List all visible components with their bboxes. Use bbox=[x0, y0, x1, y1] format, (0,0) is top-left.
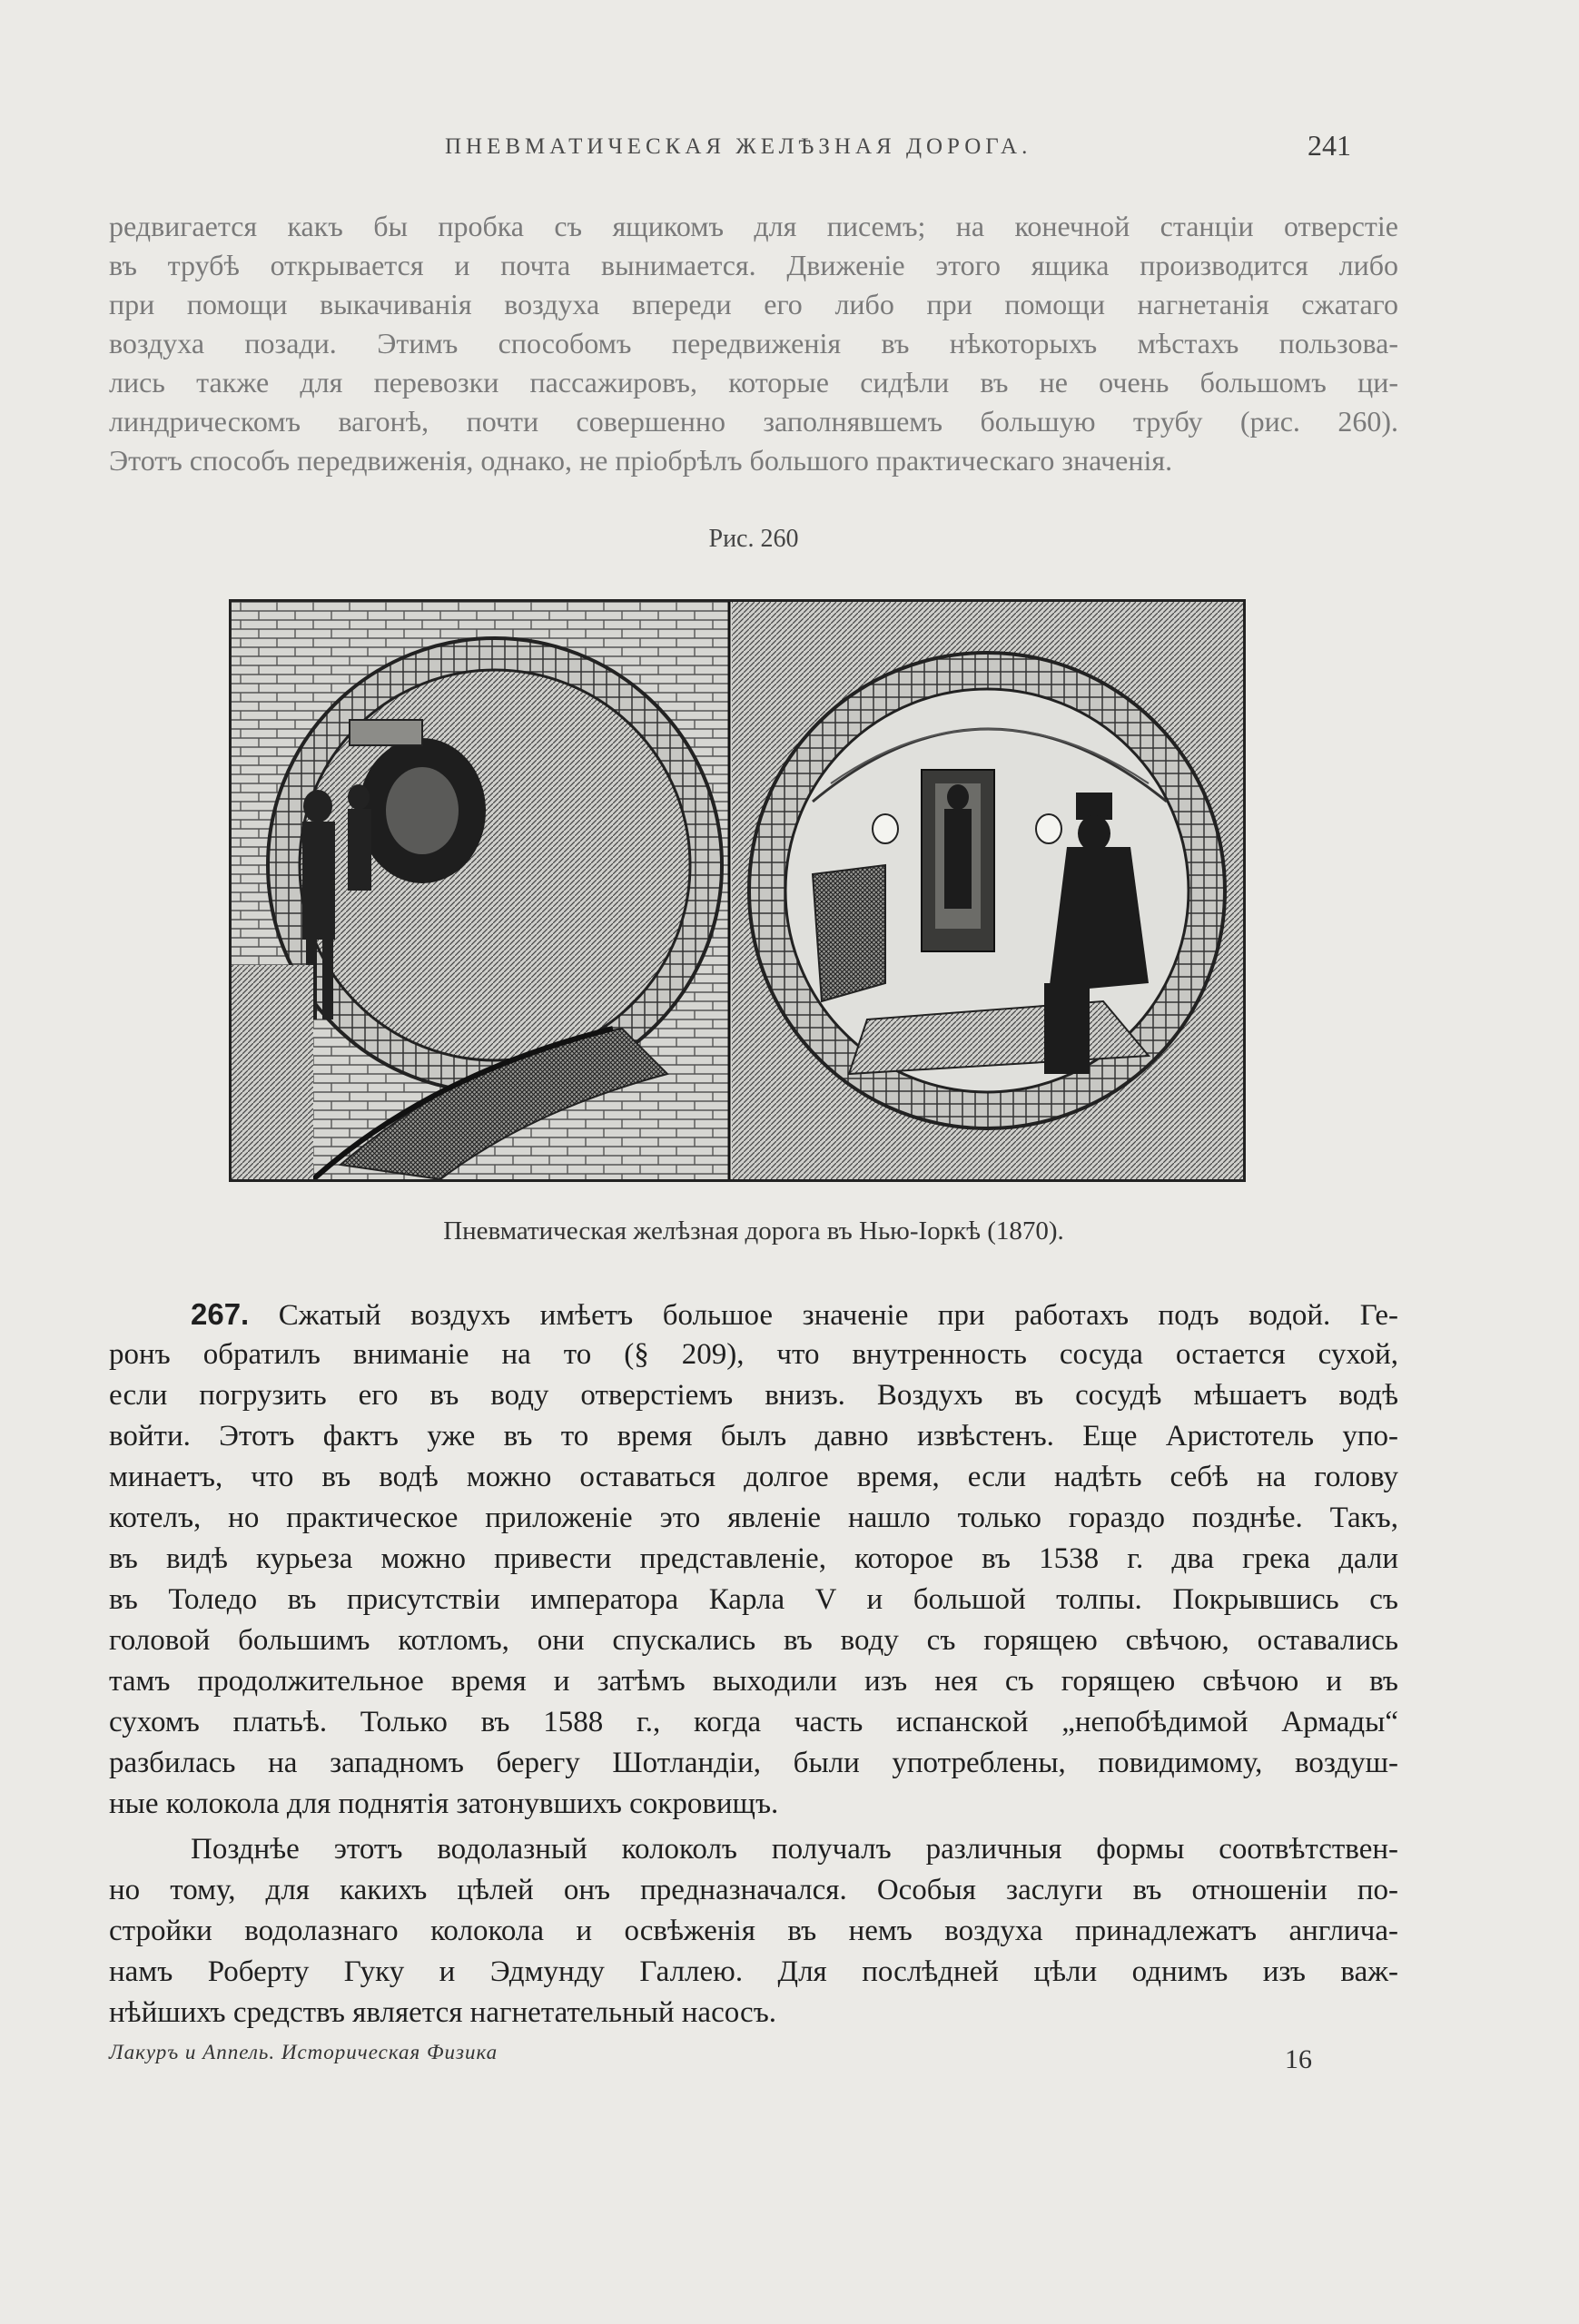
text-line: разбилась на западномъ берегу Шотландіи, были употреблены, повидимому, воздуш- bbox=[109, 1747, 1398, 1779]
text-line: минаетъ, что въ водѣ можно оставаться долгое время, если надѣть себѣ на голову bbox=[109, 1461, 1398, 1493]
page-number: 241 bbox=[1308, 129, 1351, 162]
figure-engraving bbox=[229, 599, 1246, 1182]
figure-caption: Пневматическая желѣзная дорога въ Нью-Іоркѣ (1870). bbox=[443, 1216, 1064, 1246]
tunnel-scene bbox=[232, 602, 729, 1179]
text-line: ные колокола для поднятія затонувшихъ сокровищъ. bbox=[109, 1787, 779, 1820]
text-line: котелъ, но практическое приложеніе это явленіе нашло только гораздо позднѣе. Такъ, bbox=[109, 1502, 1398, 1534]
text-line: воздуха позади. Этимъ способомъ передвиженія въ нѣкоторыхъ мѣстахъ пользова- bbox=[109, 327, 1398, 359]
text-line: но тому, для какихъ цѣлей онъ предназначался. Особыя заслуги въ отношеніи по- bbox=[109, 1874, 1398, 1906]
text-line bbox=[109, 1294, 1398, 1334]
text-line: линдрическомъ вагонѣ, почти совершенно заполнявшемъ большую трубу (рис. 260). bbox=[109, 405, 1398, 438]
text-line: Этотъ способъ передвиженія, однако, не пріобрѣлъ большого практическаго значенія. bbox=[109, 444, 1173, 477]
section-267 bbox=[109, 1294, 1398, 2034]
text-line: ронъ обратилъ вниманіе на то (§ 209), что внутренность сосуда остается сухой, bbox=[109, 1338, 1398, 1371]
text-line: сухомъ платьѣ. Только въ 1588 г., когда часть испанской „непобѣдимой Армады“ bbox=[109, 1706, 1398, 1738]
text-line: стройки водолазнаго колокола и освѣженія въ немъ воздуха принадлежатъ англича- bbox=[109, 1915, 1398, 1947]
text-line: если погрузить его въ воду отверстіемъ внизъ. Воздухъ въ сосудѣ мѣшаетъ водѣ bbox=[109, 1379, 1398, 1412]
text-line: при помощи выкачиванія воздуха впереди его либо при помощи нагнетанія сжатаго bbox=[109, 288, 1398, 320]
text-line: редвигается какъ бы пробка съ ящикомъ для писемъ; на конечной станціи отверстіе bbox=[109, 210, 1398, 242]
first-line-text: Сжатый воздухъ имѣетъ большое значеніе при работахъ подъ водой. Ге- bbox=[278, 1299, 1398, 1332]
text-line: нѣйшихъ средствъ является нагнетательный насосъ. bbox=[109, 1996, 777, 2029]
text-line: головой большимъ котломъ, они спускались въ воду съ горящею свѣчою, оставались bbox=[109, 1624, 1398, 1657]
running-title: ПНЕВМАТИЧЕСКАЯ ЖЕЛѢЗНАЯ ДОРОГА. bbox=[445, 134, 1032, 159]
text-line: въ видѣ курьеза можно привести представленіе, которое въ 1538 г. два грека дали bbox=[109, 1542, 1398, 1575]
footer-book-title: Лакуръ и Аппель. Историческая Физика bbox=[109, 2041, 498, 2063]
section-number: 267. bbox=[191, 1297, 250, 1331]
engraving-illustration bbox=[232, 602, 1243, 1179]
running-head bbox=[0, 129, 1579, 171]
text-line: тамъ продолжительное время и затѣмъ выходили изъ нея съ горящею свѣчою и въ bbox=[109, 1665, 1398, 1698]
car-interior-scene bbox=[732, 602, 1243, 1179]
text-line: войти. Этотъ фактъ уже въ то время былъ давно извѣстенъ. Еще Аристотель упо- bbox=[109, 1420, 1398, 1452]
text-line: намъ Роберту Гуку и Эдмунду Галлею. Для послѣдней цѣли однимъ изъ важ- bbox=[109, 1955, 1398, 1988]
text-line: въ Толедо въ присутствіи императора Карла V и большой толпы. Покрывшись съ bbox=[109, 1583, 1398, 1616]
figure-label: Рис. 260 bbox=[708, 525, 799, 553]
text-line: Позднѣе этотъ водолазный колоколъ получалъ различныя формы соотвѣтствен- bbox=[191, 1833, 1398, 1866]
text-line: лись также для перевозки пассажировъ, которые сидѣли въ не очень большомъ ци- bbox=[109, 366, 1398, 399]
continuation-paragraph bbox=[109, 207, 1398, 480]
page-footer bbox=[109, 2041, 1398, 2077]
signature-mark: 16 bbox=[1285, 2044, 1312, 2074]
text-line: въ трубѣ открывается и почта вынимается. Движеніе этого ящика производится либо bbox=[109, 249, 1398, 281]
